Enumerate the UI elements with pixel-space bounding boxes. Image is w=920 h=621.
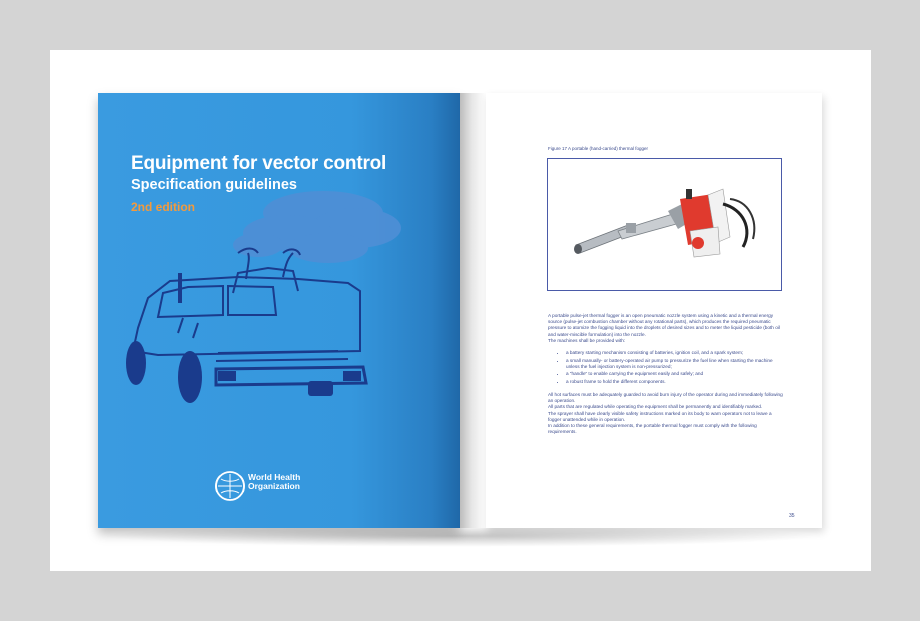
publisher-line-1: World Health	[248, 472, 301, 482]
list-item: • a battery starting mechanism consisting of batteries, ignition coil, and a spark system;	[566, 350, 784, 356]
provided-with-paragraph: The machines shall be provided with:	[548, 337, 626, 343]
thermal-fogger-image	[548, 159, 783, 292]
list-item: • a robust frame to hold the different components.	[566, 379, 784, 385]
book-spine	[460, 93, 486, 528]
body-paragraph: All parts that are regulated while operating the equipment shall be permanently and identifiably marked.	[548, 404, 763, 410]
requirements-list	[548, 350, 784, 385]
intro-paragraph: A portable pulse-jet thermal fogger is an open pneumatic nozzle system using a kinetic and a thermal energy source (pulse-jet combustion chamber without any rotational parts), which produces the required pneumatic pressure to atomize the fogging liquid into the droplets of desired sizes and to meter the liquid pesticide (both oil and water-miscible formulation) into the nozzle.	[548, 313, 780, 337]
publisher-line-2: Organization	[248, 481, 300, 491]
page-number: 35	[789, 513, 795, 519]
body-paragraph: The sprayer shall have clearly visible safety instructions marked on its body to warn operators not to leave a fogger unattended while in operation.	[548, 410, 772, 422]
list-item: • a small manually- or battery-operated air pump to pressurize the fuel line when starting the machine unless the fuel injection system is non-pressurized;	[566, 358, 784, 370]
body-paragraph: All hot surfaces must be adequately guarded to avoid burn injury of the operator during and immediately following an operation.	[548, 391, 783, 404]
list-item: • a “handle” to enable carrying the equipment easily and safely; and	[566, 371, 784, 377]
cover-edition: 2nd edition	[131, 200, 195, 214]
page-body-text	[548, 313, 784, 435]
cover-title: Equipment for vector control	[131, 153, 387, 174]
open-page	[486, 93, 822, 528]
who-emblem-icon	[214, 470, 246, 502]
book-cover	[98, 93, 460, 528]
book-shadow	[100, 525, 820, 547]
cover-subtitle: Specification guidelines	[131, 177, 297, 193]
body-paragraph: In addition to these general requirements, the portable thermal fogger must comply with the following requirements.	[548, 422, 757, 435]
publisher-name	[248, 473, 338, 491]
figure-caption: Figure 17 A portable (hand-carried) thermal fogger	[548, 146, 649, 151]
figure-frame	[547, 158, 782, 291]
